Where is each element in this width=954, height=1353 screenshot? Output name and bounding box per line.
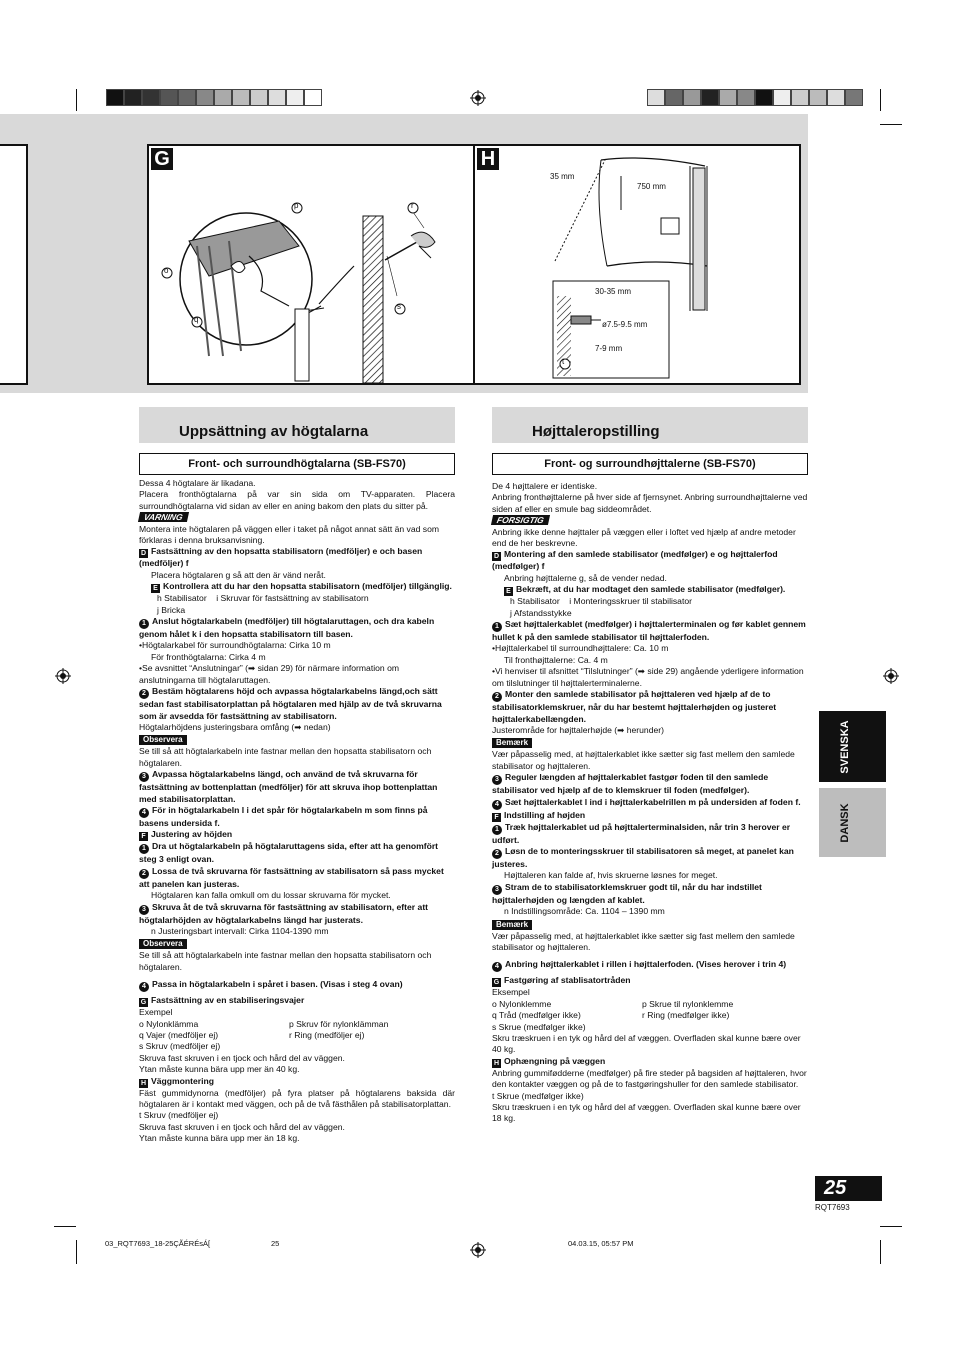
step-note: Justerområde for højttalerhøjde (➡ herunder) [492,724,664,735]
registration-mark-icon [55,668,71,684]
danish-text-column [492,481,808,1125]
list-item: i Monteringsskruer til stabilisator [569,596,692,607]
registration-mark-icon [470,1242,486,1258]
callout-p: p [294,201,299,210]
step-text: Træk højttalerkablet ud på højttalerterminalsiden, når trin 3 herover er udført. [492,821,791,845]
list-item: j Afstandsstykke [510,607,572,618]
note-text: Vær påpasselig med, at højttalerkablet ikke sætter sig fast mellem den samlede stabilisator og højttaleren. [492,930,795,952]
bullet: •Højttalerkabel til surroundhøjttalere: Ca. 10 m [492,643,669,654]
footer-date: 04.03.15, 05:57 PM [568,1239,634,1248]
note-text: Se till så att högtalarkabeln inte fastnar mellan den hopsatta stabilisatorn och högtalaren. [139,950,432,972]
dim-diameter: ø7.5-9.5 mm [602,320,648,329]
step-1-icon: 1 [139,844,149,854]
paragraph: Skruva fast skruven i en tjock och hård del av väggen. [139,1121,345,1132]
step-e-icon: E [504,587,513,596]
step-note: Placera högtalaren g så att den är vänd neråt. [151,569,326,580]
step-h-icon: H [493,1059,500,1067]
step-4-icon: 4 [139,982,149,992]
crop-mark [76,89,77,111]
list-item: q Tråd (medfølger ikke) [492,1010,581,1021]
list-item: p Skruv för nylonklämman [289,1018,389,1029]
step-g-title: Fastgøring af stablisatortråden [504,975,631,986]
step-2-icon: 2 [139,869,149,879]
note-label: Observera [139,735,187,745]
paragraph: Skruva fast skruven i en tjock och hård del av väggen. [139,1052,345,1063]
step-e-icon: E [151,584,160,593]
list-item: o Nylonklämma [139,1018,199,1029]
bullet: •Högtalarkabel för surroundhögtalarna: Cirka 10 m [139,640,331,651]
list-item: s Skrue (medfølger ikke) [492,1021,586,1032]
list-item: i Skruvar för fastsättning av stabilisatorn [216,593,369,604]
tab-label: DANSK [839,802,851,843]
crop-mark [880,1240,881,1264]
step-note: n Justeringsbart intervall: Cirka 1104-1390 mm [151,925,329,936]
step-text: Reguler længden af højttalerkablet fastgør foden til den samlede stabilisator ved hjælp af de to klemskruer til foden (medfølger). [492,772,769,796]
tab-label: SVENSKA [839,719,851,774]
bullet: •Se avsnittet “Anslutningar” (➡ sidan 29) för närmare information om anslutningarna till högtalaruttagen. [139,663,400,685]
step-g-icon: G [140,999,147,1007]
crop-mark [76,1240,77,1264]
step-f-icon: F [492,813,501,822]
warning-text: Anbring ikke denne højttaler på væggen eller i loftet ved hjælp af andre metoder end de her beskrevne. [492,526,796,549]
list-item: s Skruv (medföljer ej) [139,1041,221,1052]
step-text: Bestäm högtalarens höjd och avpassa högtalarkabelns längd,och sätt sedan fast stabilisatorplattan på högtalaren med hjälp av de två skruvarna som är avsedda för fastsättning av stabilisatorn. [139,686,442,721]
figure-label-h: H [477,148,499,170]
step-text: Passa in högtalarkabeln i spåret i basen. (Visas i steg 4 ovan) [152,979,403,990]
step-text: Monter den samlede stabilisator på højttaleren ved hjælp af de to stabilisatorklemskruer, når du har bestemt højttalerhøjden og justeret højttalerkabellængden. [492,689,777,724]
wire-illustration [149,146,473,383]
list-item: h Stabilisator [157,593,207,604]
paragraph: Skru træskruen i en tyk og hård del af væggen. Overfladen skal kunne bære over 40 kg. [492,1033,801,1055]
list-item: p Skrue til nylonklemme [642,998,734,1009]
step-d-icon: D [493,553,500,561]
step-note: Högtalaren kan falla omkull om du lossar skruvarna för mycket. [151,890,391,901]
registration-mark-icon [470,90,486,106]
step-text: Avpassa högtalarkabelns längd, och använd de två skruvarna för fastsättning av bottenplattan (medföljer) för att skruva ihop bottenplattan med stabilisatorplattan. [139,769,438,804]
paragraph: Anbring fronthøjttalerne på hver side af fjernsynet. Anbring surroundhøjttalerne ved siden af eller en smule bag siddeområdet. [492,492,808,514]
paragraph: De 4 højttalere er identiske. [492,481,598,491]
paragraph: Placera fronthögtalarna på var sin sida om TV-apparaten. Placera surroundhögtalarna vid sidan av eller en aning bakom den plats du sitter på. [139,489,455,511]
step-g-title: Fastsättning av en stabiliseringsvajer [151,995,305,1006]
step-4-icon: 4 [492,962,502,972]
list-item: q Vajer (medföljer ej) [139,1030,219,1040]
step-f-title: Justering av höjden [151,829,233,840]
step-text: Sæt højttalerkablet (medfølger) i højttalerterminalen og før kablet gennem hullet k på den samlede stabilisator til højttalerfoden. [492,619,806,643]
paragraph: Anbring gummifødderne (medfølger) på fire steder på bagsiden af højttaleren, hvor den kontakter væggen og på de to fastgøringshuller for den samlede stabilisator. [492,1067,807,1090]
color-bar-left [106,89,322,106]
page-number: 25 [824,1177,847,1199]
warning-text: Montera inte högtalaren på väggen eller i taket på något annat sätt än vad som förklaras i denna bruksanvisning. [139,523,440,546]
paragraph: Skru træskruen i en tyk og hård del af væggen. Overfladen skal kunne bære over 18 kg. [492,1102,801,1124]
list-item: t Skrue (medfølger ikke) [492,1090,584,1101]
footer-page: 25 [271,1239,280,1248]
note-label: Bemærk [492,920,532,930]
paragraph: Ytan måste kunna bära upp mer än 40 kg. [139,1064,300,1075]
tab-svenska [819,711,886,782]
figure-label-g: G [151,148,173,170]
step-text: Stram de to stabilisatorklemskruer godt til, når du har indstillet højttalerhøjden og længden af kablet. [492,881,762,905]
callout-r: r [411,201,414,210]
paragraph: Dessa 4 högtalare är likadana. [139,478,256,488]
crop-mark [880,89,881,111]
list-item: r Ring (medföljer ej) [289,1030,365,1040]
step-2-icon: 2 [492,692,502,702]
step-3-icon: 3 [492,885,502,895]
step-4-icon: 4 [139,808,149,818]
list-item: r Ring (medfølger ikke) [642,1010,730,1021]
step-text: Løsn de to monteringsskruer til stabilisatoren så meget, at panelet kan justeres. [492,845,794,869]
note-text: Se till så att högtalarkabeln inte fastnar mellan den hopsatta stabilisatorn och högtalaren. [139,746,432,768]
example-label: Eksempel [492,987,530,998]
bullet: Til fronthøjttalerne: Ca. 4 m [504,654,608,665]
step-h-title: Väggmontering [151,1075,215,1086]
dim-30-35mm: 30-35 mm [595,287,632,296]
step-note: Anbring højttalerne g, så de vender nedad. [504,572,667,583]
figure-panel [147,144,801,385]
step-2-icon: 2 [139,689,149,699]
step-1-icon: 1 [492,622,502,632]
step-d-icon: D [140,550,147,558]
subtitle-swedish: Front- och surroundhögtalarna (SB-FS70) [139,453,455,475]
list-item: t Skruv (medföljer ej) [139,1110,219,1121]
step-note: n Indstillingsområde: Ca. 1104 – 1390 mm [504,906,665,917]
section-title-swedish: Uppsättning av högtalarna [139,407,455,443]
step-text: Anbring højttalerkablet i rillen i højttalerfoden. (Vises herover i trin 4) [505,959,787,970]
step-text: Anslut högtalarkabeln (medföljer) till högtalaruttagen, och dra kabeln genom hålet k i den hopsatta stabilisatorn till basen. [139,616,435,640]
swedish-text-column [139,478,455,1145]
step-3-icon: 3 [139,772,149,782]
callout-s: s [397,302,401,311]
list-item: o Nylonklemme [492,998,552,1009]
step-e-title: Kontrollera att du har den hopsatta stabilisatorn (medföljer) tillgänglig. [163,581,452,592]
step-e-title: Bekræft, at du har modtaget den samlede stabilisator (medfølger). [516,584,786,595]
step-f-title: Indstilling af højden [504,809,586,820]
dim-750mm: 750 mm [637,182,666,191]
callout-o: o [164,266,169,275]
dim-35mm: 35 mm [550,172,575,181]
step-4-icon: 4 [492,800,502,810]
paragraph: Fäst gummidynorna (medföljer) på fyra platser på högtalarens baksida där högtalaren är i kontakt med väggen, och på de två fästhålen på stabilisatorplattan. [139,1087,455,1110]
example-label: Exempel [139,1007,173,1018]
crop-mark [54,1226,76,1227]
step-1-icon: 1 [139,619,149,629]
warning-label: FORSIGTIG [491,515,550,525]
registration-mark-icon [883,668,899,684]
section-title-danish: Højttaleropstilling [492,407,808,443]
bullet: För fronthögtalarna: Cirka 4 m [151,651,266,662]
step-text: Sæt højttalerkablet l ind i højttalerkabelrillen m på undersiden af foden f. [505,796,801,807]
crop-mark [880,124,902,125]
step-g-icon: G [493,979,500,987]
step-d-title: Montering af den samlede stabilisator (medfølger) e og højttalerfod (medfølger) f [492,549,778,572]
warning-label: VARNING [138,512,189,522]
step-3-icon: 3 [492,775,502,785]
figure-stub [0,144,28,385]
bullet: •Vi henviser til afsnittet “Tilslutninger” (➡ side 29) angående yderligere information om tilslutninger til højttalerterminalerne. [492,666,804,688]
callout-t: t [562,357,565,366]
subtitle-danish: Front- og surroundhøjttalerne (SB-FS70) [492,453,808,475]
callout-q: q [194,315,199,324]
note-text: Vær påpasselig med, at højttalerkablet ikke sætter sig fast mellem den samlede stabilisator og højttaleren. [492,749,795,771]
doc-code: RQT7693 [815,1203,850,1212]
step-2-icon: 2 [492,849,502,859]
paragraph: Ytan måste kunna bära upp mer än 18 kg. [139,1133,300,1144]
step-note: Højttaleren kan falde af, hvis skruerne løsnes for meget. [504,870,718,881]
step-text: För in högtalarkabeln l i det spår för högtalarkabeln m som finns på basens undersida f. [139,804,428,828]
step-d-title: Fastsättning av den hopsatta stabilisatorn (medföljer) e och basen (medföljer) f [139,546,423,569]
step-1-icon: 1 [492,825,502,835]
step-text: Dra ut högtalarkabeln på högtalaruttagens sida, efter att ha genomfört steg 3 enligt ovan. [139,841,439,865]
step-text: Lossa de två skruvarna för fastsättning av stabilisatorn så pass mycket att panelen kan justeras. [139,865,444,889]
note-label: Observera [139,939,187,949]
list-item: j Bricka [157,604,186,615]
list-item: h Stabilisator [510,596,560,607]
step-h-icon: H [140,1079,147,1087]
note-label: Bemærk [492,738,532,748]
color-bar-right [647,89,863,106]
step-3-icon: 3 [139,905,149,915]
step-h-title: Ophængning på væggen [504,1055,606,1066]
step-f-icon: F [139,832,148,841]
tab-dansk [819,788,886,857]
crop-mark [880,1226,902,1227]
footer-file: 03_RQT7693_18-25ÇÃÉRÉsÁ[ [105,1239,211,1248]
step-note: Högtalarhöjdens justeringsbara omfång (➡ nedan) [139,721,331,732]
dim-7-9mm: 7-9 mm [595,344,623,353]
step-text: Skruva åt de två skruvarna för fastsättning av stabilisatorn, efter att högtalarhöjden av högtalarkabelns längd har justerats. [139,901,429,925]
